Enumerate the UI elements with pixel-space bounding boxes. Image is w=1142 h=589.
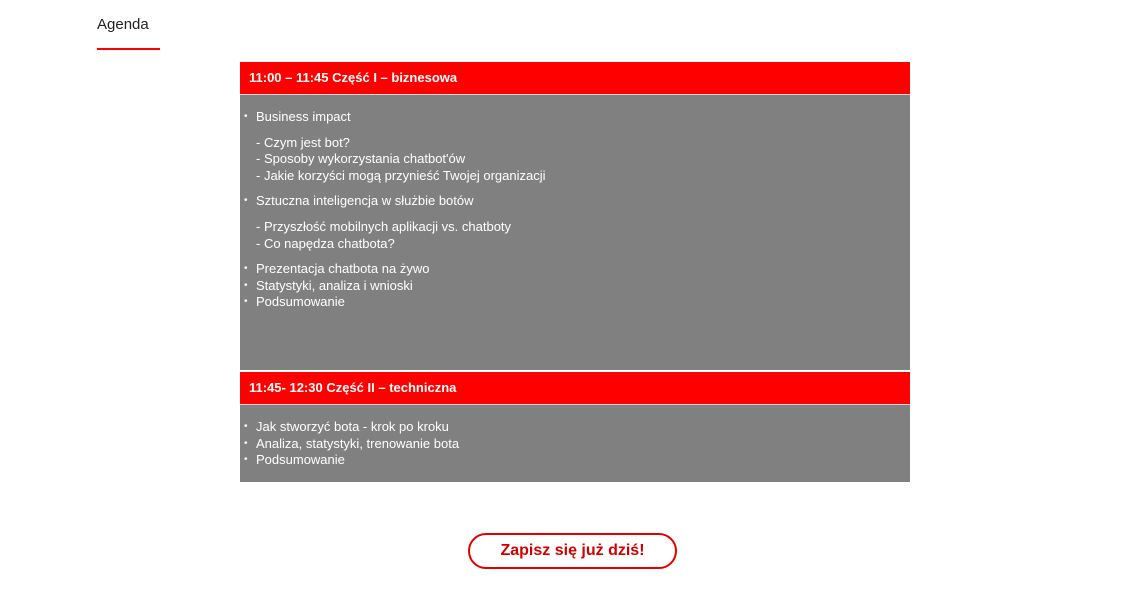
list-item: • Analiza, statystyki, trenowanie bota bbox=[240, 436, 910, 453]
tab-agenda-label: Agenda bbox=[97, 16, 149, 33]
list-item: • Podsumowanie bbox=[240, 294, 910, 311]
list-item: • Podsumowanie bbox=[240, 452, 910, 469]
agenda-section-technical bbox=[240, 372, 910, 482]
sub-item: - Przyszłość mobilnych aplikacji vs. chatboty bbox=[256, 218, 512, 234]
tab-agenda[interactable] bbox=[97, 15, 160, 50]
sub-list bbox=[240, 219, 910, 252]
bullet-list bbox=[240, 193, 910, 210]
agenda-section-business bbox=[240, 62, 910, 370]
section-header: 11:00 – 11:45 Część I – biznesowa bbox=[240, 62, 910, 94]
list-item: • Prezentacja chatbota na żywo bbox=[240, 261, 910, 278]
sub-item: - Co napędza chatbota? bbox=[256, 235, 395, 251]
list-item: • Business impact bbox=[240, 109, 910, 126]
list-item: • Sztuczna inteligencja w służbie botów bbox=[240, 193, 910, 210]
list-item: • Jak stworzyć bota - krok po kroku bbox=[240, 419, 910, 436]
agenda-container bbox=[240, 62, 910, 482]
cta-wrapper bbox=[468, 533, 677, 569]
sub-item: - Jakie korzyści mogą przynieść Twojej organizacji bbox=[256, 167, 546, 183]
sub-item: - Sposoby wykorzystania chatbot'ów bbox=[256, 151, 466, 167]
section-body bbox=[240, 94, 910, 370]
bullet-list bbox=[240, 109, 910, 126]
sub-item: - Czym jest bot? bbox=[256, 134, 350, 150]
list-item: • Statystyki, analiza i wnioski bbox=[240, 278, 910, 295]
section-body bbox=[240, 404, 910, 482]
signup-button[interactable]: Zapisz się już dziś! bbox=[468, 533, 677, 569]
bullet-list bbox=[240, 261, 910, 311]
section-header: 11:45- 12:30 Część II – techniczna bbox=[240, 372, 910, 404]
bullet-list bbox=[240, 419, 910, 469]
sub-list bbox=[240, 135, 910, 185]
